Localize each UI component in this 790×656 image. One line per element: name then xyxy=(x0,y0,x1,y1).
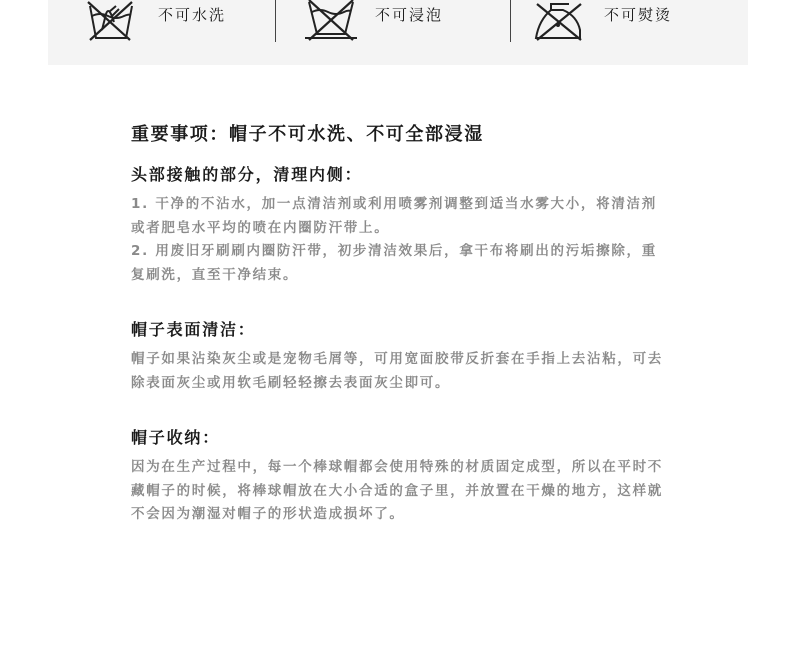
section-title: 头部接触的部分，清理内侧： xyxy=(131,165,363,184)
care-label-no-iron: 不可熨烫 xyxy=(604,6,673,24)
section-title: 帽子收纳： xyxy=(131,428,221,447)
care-label-no-soak: 不可浸泡 xyxy=(375,6,444,24)
section-paragraph: 帽子如果沾染灰尘或是宠物毛屑等，可用宽面胶带反折套在手指上去沾粘，可去除表面灰尘或用软毛刷轻轻擦去表面灰尘即可。 xyxy=(131,351,663,391)
section-surface-cleaning xyxy=(131,317,671,395)
care-label-no-wash: 不可水洗 xyxy=(158,6,227,24)
care-guide-content xyxy=(131,120,671,527)
no-wash-icon xyxy=(84,0,144,42)
section-title: 帽子表面清洁： xyxy=(131,320,256,339)
no-iron-icon xyxy=(533,0,593,42)
section-inner-cleaning xyxy=(131,162,671,287)
care-item-no-wash xyxy=(84,0,144,42)
main-title: 重要事项：帽子不可水洗、不可全部浸湿 xyxy=(131,124,484,145)
section-storage xyxy=(131,425,671,527)
care-item-no-iron xyxy=(533,0,593,42)
care-divider xyxy=(510,0,511,42)
section-paragraph: 2. 用废旧牙刷刷内圈防汗带，初步清洁效果后，拿干布将刷出的污垢擦除，重复刷洗，直至干净结束。 xyxy=(131,243,657,283)
care-item-no-soak xyxy=(303,0,363,42)
no-soak-icon xyxy=(303,0,363,42)
section-paragraph: 1. 干净的不沾水，加一点清洁剂或利用喷雾剂调整到适当水雾大小，将清洁剂或者肥皂水平均的喷在内圈防汗带上。 xyxy=(131,196,657,236)
section-paragraph: 因为在生产过程中，每一个棒球帽都会使用特殊的材质固定成型，所以在平时不藏帽子的时候，将棒球帽放在大小合适的盒子里，并放置在干燥的地方，这样就不会因为潮湿对帽子的形状造成损坏了。 xyxy=(131,459,663,522)
care-divider xyxy=(275,0,276,42)
